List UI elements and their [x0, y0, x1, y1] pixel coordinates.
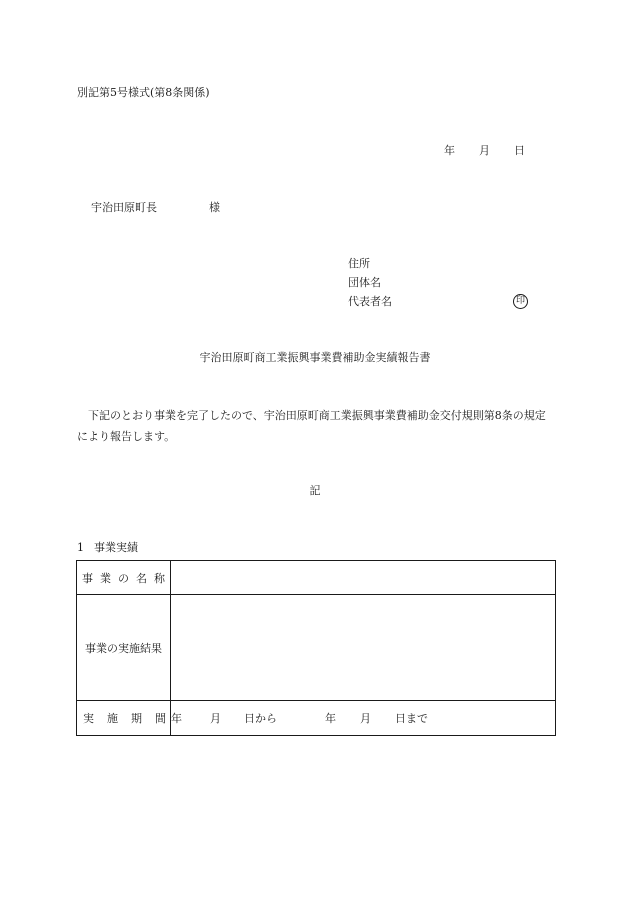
representative-label: 代表者名 [348, 295, 392, 308]
addressee-honorific: 様 [209, 201, 220, 214]
table-row-period [77, 701, 556, 736]
project-name-label [77, 561, 171, 595]
label-char: 称 [154, 571, 165, 585]
label-char: 間 [155, 712, 166, 725]
label-char: 業 [100, 571, 111, 585]
date-day-label: 日 [514, 144, 525, 157]
results-label: 事業の実施結果 [77, 595, 171, 701]
section-title: 事業実績 [94, 541, 138, 554]
label-char: 事 [82, 571, 93, 585]
addressee [91, 199, 220, 215]
label-char: 期 [131, 712, 142, 725]
label-char: 名 [136, 571, 147, 585]
start-month-label: 月 [210, 712, 221, 725]
section-heading [77, 539, 138, 555]
addressee-name: 宇治田原町長 [91, 201, 157, 214]
label-char: 実 [83, 712, 94, 725]
document-title: 宇治田原町商工業振興事業費補助金実績報告書 [199, 351, 431, 364]
date-line [444, 142, 525, 158]
body-text: 下記のとおり事業を完了したので、宇治田原町商工業振興事業費補助金交付規則第8条の規定により報告します。 [77, 409, 546, 443]
seal-mark: 印 [513, 294, 528, 309]
end-day-label: 日まで [395, 712, 428, 725]
period-label [77, 701, 171, 736]
period-field[interactable] [171, 701, 556, 736]
label-char: 施 [107, 712, 118, 725]
ki-heading: 記 [309, 484, 321, 497]
end-month-label: 月 [360, 712, 371, 725]
start-year-label: 年 [171, 712, 182, 725]
table-row-results [77, 595, 556, 701]
section-number: 1 [77, 541, 84, 554]
results-field[interactable] [171, 595, 556, 701]
representative-row [348, 292, 530, 311]
date-year-label: 年 [444, 144, 455, 157]
organization-label: 団体名 [348, 276, 381, 289]
applicant-block [348, 254, 530, 311]
start-day-label: 日から [244, 712, 277, 725]
date-month-label: 月 [479, 144, 490, 157]
address-label: 住所 [348, 257, 370, 270]
table-row-project-name [77, 561, 556, 595]
form-number: 別記第5号様式(第8条関係) [77, 86, 210, 99]
label-char: の [118, 571, 129, 585]
results-table [76, 560, 556, 736]
project-name-field[interactable] [171, 561, 556, 595]
end-year-label: 年 [325, 712, 336, 725]
